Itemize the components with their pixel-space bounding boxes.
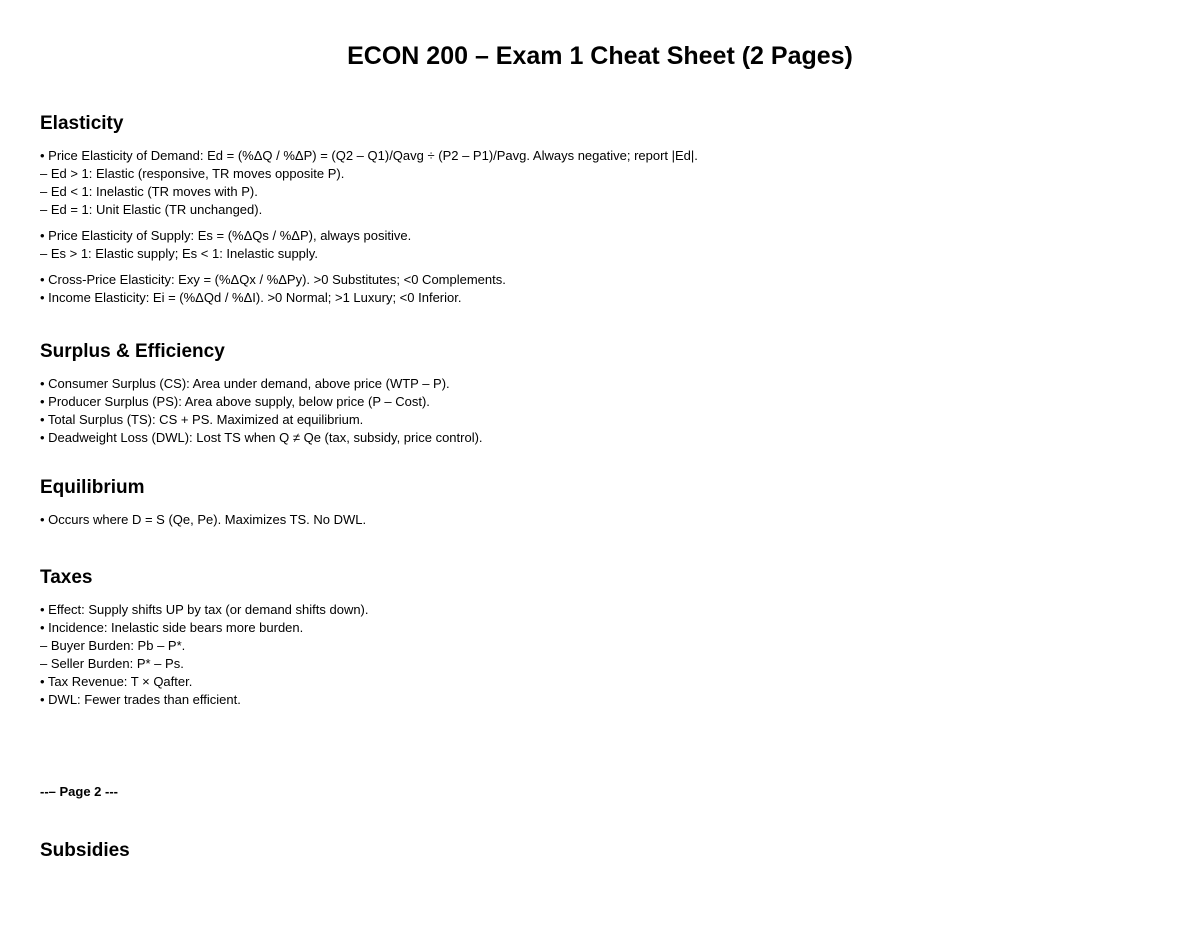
list-item: • Deadweight Loss (DWL): Lost TS when Q ≠ Qe (tax, subsidy, price control).	[40, 430, 483, 445]
list-item: – Ed > 1: Elastic (responsive, TR moves opposite P).	[40, 166, 345, 181]
list-item: • Occurs where D = S (Qe, Pe). Maximizes TS. No DWL.	[40, 512, 367, 527]
list-item: • Incidence: Inelastic side bears more burden.	[40, 620, 304, 635]
list-item: – Buyer Burden: Pb – P*.	[40, 638, 186, 653]
section-heading-elasticity: Elasticity	[40, 113, 124, 134]
section-heading-subsidies: Subsidies	[40, 840, 130, 861]
elasticity-demand-group	[40, 147, 1160, 219]
list-item: • DWL: Fewer trades than efficient.	[40, 692, 241, 707]
list-item: • Cross-Price Elasticity: Exy = (%ΔQx / %ΔPy). >0 Substitutes; <0 Complements.	[40, 272, 506, 287]
section-elasticity	[40, 113, 1160, 315]
document-title: ECON 200 – Exam 1 Cheat Sheet (2 Pages)	[347, 42, 853, 70]
section-surplus	[40, 341, 1160, 447]
section-equilibrium	[40, 477, 1160, 529]
list-item: • Total Surplus (TS): CS + PS. Maximized at equilibrium.	[40, 412, 364, 427]
elasticity-cross-income-group	[40, 271, 1160, 307]
list-item: • Producer Surplus (PS): Area above supply, below price (P – Cost).	[40, 394, 430, 409]
list-item: – Es > 1: Elastic supply; Es < 1: Inelastic supply.	[40, 246, 318, 261]
list-item: – Ed < 1: Inelastic (TR moves with P).	[40, 184, 258, 199]
section-taxes	[40, 567, 1160, 709]
section-heading-surplus: Surplus & Efficiency	[40, 341, 225, 362]
section-subsidies	[40, 840, 1160, 874]
list-item: • Tax Revenue: T × Qafter.	[40, 674, 193, 689]
elasticity-supply-group	[40, 227, 1160, 263]
list-item: • Price Elasticity of Demand: Ed = (%ΔQ / %ΔP) = (Q2 – Q1)/Qavg ÷ (P2 – P1)/Pavg. Always negative; report |Ed|.	[40, 148, 698, 163]
list-item: • Effect: Supply shifts UP by tax (or demand shifts down).	[40, 602, 369, 617]
list-item: – Seller Burden: P* – Ps.	[40, 656, 184, 671]
list-item: – Ed = 1: Unit Elastic (TR unchanged).	[40, 202, 263, 217]
page-marker: --– Page 2 ---	[40, 784, 119, 799]
section-heading-taxes: Taxes	[40, 567, 93, 588]
list-item: • Consumer Surplus (CS): Area under demand, above price (WTP – P).	[40, 376, 450, 391]
list-item: • Price Elasticity of Supply: Es = (%ΔQs / %ΔP), always positive.	[40, 228, 412, 243]
section-heading-equilibrium: Equilibrium	[40, 477, 145, 498]
list-item: • Income Elasticity: Ei = (%ΔQd / %ΔI). >0 Normal; >1 Luxury; <0 Inferior.	[40, 290, 462, 305]
